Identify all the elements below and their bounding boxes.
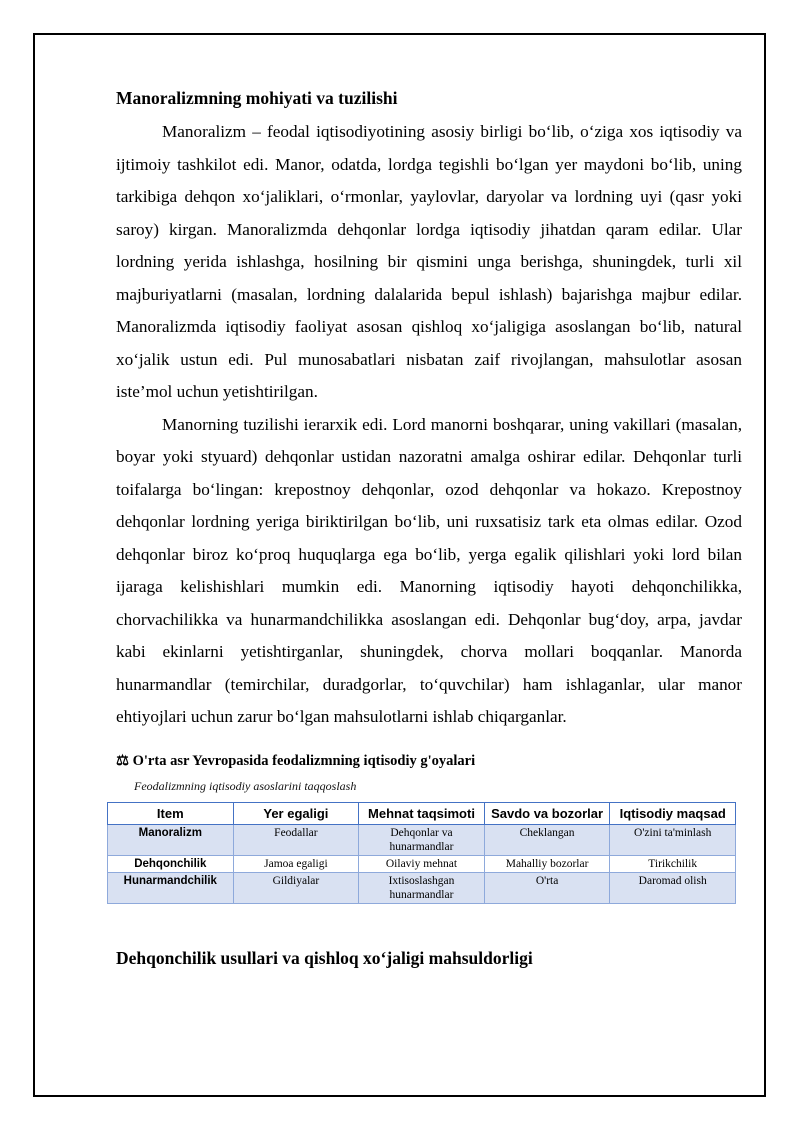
column-header: Iqtisodiy maqsad — [610, 802, 736, 824]
table-cell: Cheklangan — [484, 824, 610, 855]
comparison-table — [107, 802, 736, 904]
column-header: Savdo va bozorlar — [484, 802, 610, 824]
table-cell: Ixtisoslashgan hunarmandlar — [359, 872, 485, 903]
row-header-cell: Manoralizm — [108, 824, 234, 855]
table-row — [108, 855, 736, 872]
table-cell: Daromad olish — [610, 872, 736, 903]
table-row — [108, 872, 736, 903]
table-cell: O'rta — [484, 872, 610, 903]
section-heading: Manoralizmning mohiyati va tuzilishi — [116, 88, 398, 108]
table-cell: Mahalliy bozorlar — [484, 855, 610, 872]
column-header: Mehnat taqsimoti — [359, 802, 485, 824]
column-header: Item — [108, 802, 234, 824]
table-title — [116, 752, 742, 770]
section-heading: Dehqonchilik usullari va qishloq xo‘jaligi mahsuldorligi — [116, 947, 533, 968]
table-cell: Oilaviy mehnat — [359, 855, 485, 872]
table-cell: Dehqonlar va hunarmandlar — [359, 824, 485, 855]
table-title-text: O'rta asr Yevropasida feodalizmning iqtisodiy g'oyalari — [132, 752, 476, 769]
table-cell: Jamoa egaligi — [233, 855, 359, 872]
row-header-cell: Hunarmandchilik — [108, 872, 234, 903]
column-header: Yer egaligi — [233, 802, 359, 824]
table-cell: O'zini ta'minlash — [610, 824, 736, 855]
table-cell: Tirikchilik — [610, 855, 736, 872]
table-header-row — [108, 802, 736, 824]
row-header-cell: Dehqonchilik — [108, 855, 234, 872]
scales-icon: ⚖ — [116, 752, 129, 769]
table-subtitle: Feodalizmning iqtisodiy asoslarini taqqoslash — [134, 778, 357, 793]
table-cell: Feodallar — [233, 824, 359, 855]
paragraph: Manorning tuzilishi ierarxik edi. Lord manorni boshqarar, uning vakillari (masalan, boyar yoki styuard) dehqonlar ustidan nazoratni amalga oshirar edilar. Dehqonlar turli toifalarga bo‘lingan: krepostnoy dehqonlar, ozod dehqonlar va hokazo. Krepostnoy dehqonlar lordning yeriga biriktirilgan bo‘lib, uni ruxsatisiz tark eta olmas edilar. Ozod dehqonlar biroz ko‘proq huquqlarga ega bo‘lib, yerga egalik qilishlari yoki lord bilan ijaraga kelishishlari mumkin edi. Manorning iqtisodiy hayoti dehqonchilikka, chorvachilikka va hunarmandchilikka asoslangan edi. Dehqonlar bug‘doy, arpa, javdar kabi ekinlarni yetishtirganlar, shuningdek, chorva mollari boqqanlar. Manorda hunarmandlar (temirchilar, duradgorlar, to‘quvchilar) ham ishlaganlar, ular manor ehtiyojlari uchun zarur bo‘lgan mahsulotlarni ishlab chiqarganlar. — [116, 414, 742, 726]
paragraph: Manoralizm – feodal iqtisodiyotining asosiy birligi bo‘lib, o‘ziga xos iqtisodiy va ijtimoiy tashkilot edi. Manor, odatda, lordga tegishli bo‘lgan yer maydoni bo‘lib, uning tarkibiga dehqon xo‘jaliklari, o‘rmonlar, yaylovlar, daryolar va lordning uyi (qasr yoki saroy) kirgan. Manoralizmda dehqonlar lordga iqtisodiy jihatdan qaram edilar. Ular lordning yerida ishlashga, hosilning bir qismini unga berishga, shuningdek, turli xil majburiyatlarni (masalan, lordning dalalarida bepul ishlash) bajarishga majbur edilar. Manoralizmda iqtisodiy faoliyat asosan qishloq xo‘jaligiga asoslangan bo‘lib, natural xo‘jalik ustun edi. Pul munosabatlari nisbatan zaif rivojlangan, mahsulotlar asosan iste’mol uchun yetishtirilgan. — [116, 122, 742, 401]
table-row — [108, 824, 736, 855]
document-body — [116, 88, 742, 969]
table-cell: Gildiyalar — [233, 872, 359, 903]
